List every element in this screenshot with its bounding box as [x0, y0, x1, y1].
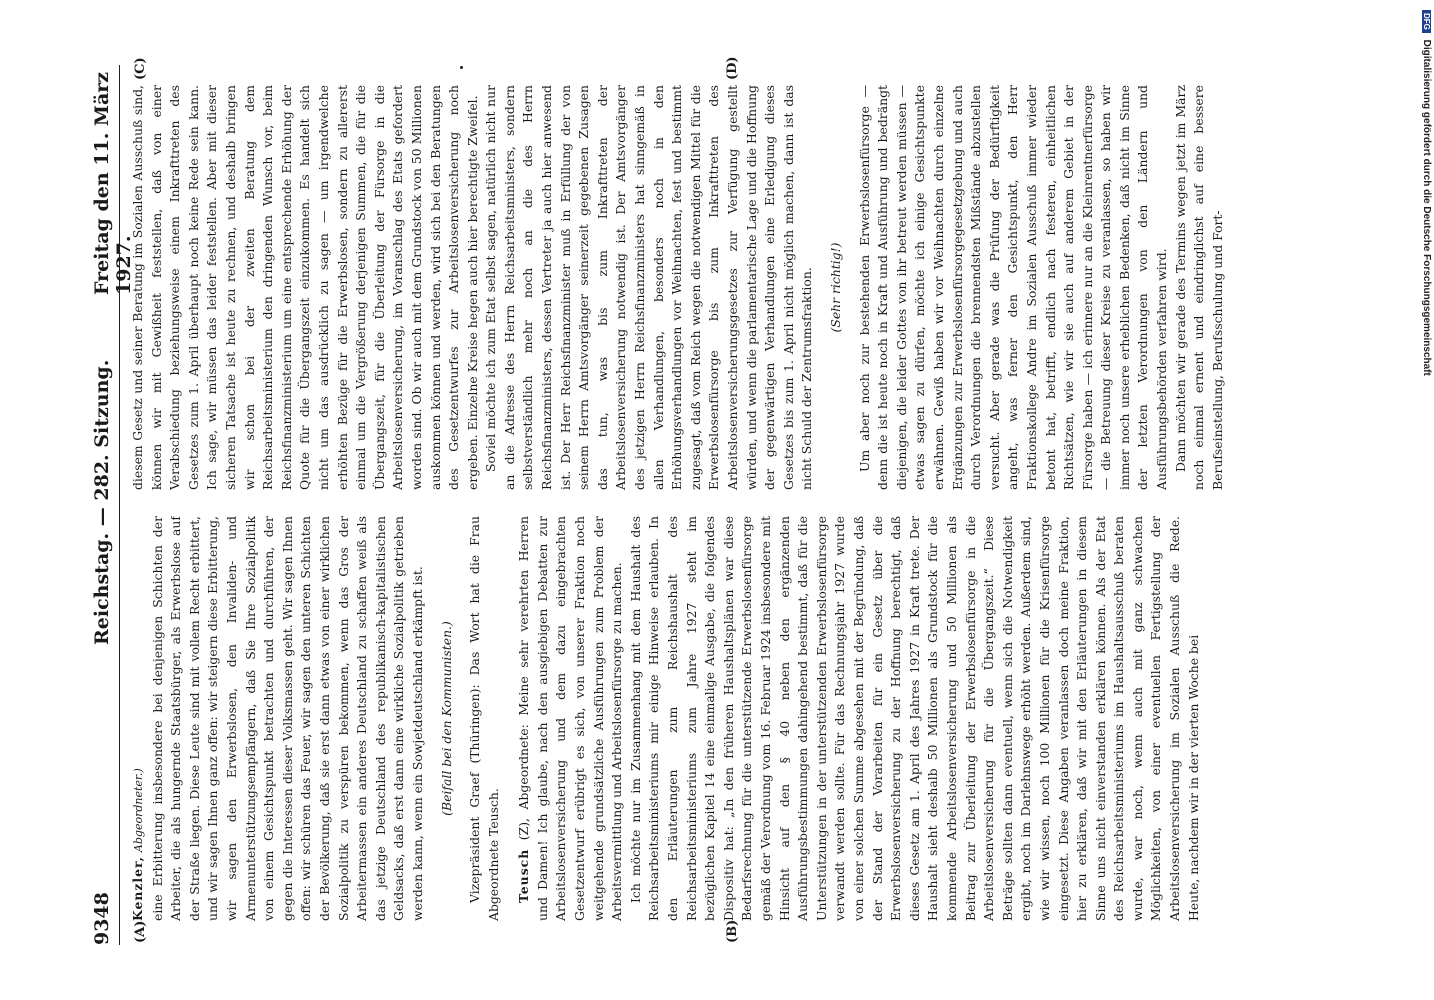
speaker-role: Abgeordneter.) — [132, 768, 145, 853]
right-column — [129, 85, 1359, 490]
margin-marker-d: (D) — [725, 56, 740, 80]
speaker-heading — [129, 516, 149, 921]
paragraph: eine Erbitterung insbesondere bei denjenigen Schichten der Arbeiter, die als hungernde Staatsbürger, als Erwerbslose auf der Straße liegen. Diese Leute sind mit vollem Recht erbittert, und wir sagen Ihnen ganz offen: wir steigern diese Erbitterung, wir sagen den Erwerbslosen, den Invaliden- und Armenunterstützungsempfängern, daß Sie Ihre Sozialpolitik von einem Gesichtspunkt betrachten und durchführen, der gegen die Interessen dieser Volksmassen geht. Wir sagen Ihnen offen: wir schüren das Feuer, wir sagen den unteren Schichten der Bevölkerung, daß sie erst dann etwas von einer wirklichen Sozialpolitik zu verspüren bekommen, wenn das Gros der Arbeitermassen ein anderes Deutschland zu schaffen weiß als das jetzige Deutschland des republikanisch-kapitalistischen Geldsacks, daß erst dann eine wirkliche Sozialpolitik getrieben werden kann, wenn ein Sowjetdeutschland erkämpft ist. — [149, 516, 425, 921]
margin-marker-a: (A) — [133, 920, 148, 943]
speech-text: (Z), Abgeordnete: Meine sehr verehrten Herren und Damen! Ich glaube, nach den ausgiebigen Debatten zur Arbeitslosenversicherung und dem dazu eingebrachten Gesetzentwurf erübrigt es sich, von unserer Fraktion noch weitgehende grundsätzliche Ausführungen zum Problem der Arbeitsvermittlung und Arbeitslosenfürsorge zu machen. — [516, 516, 625, 921]
speech-start — [515, 516, 627, 921]
credit-text: Digitalisierung gefördert durch die Deutsche Forschungsgemeinschaft — [1421, 39, 1432, 376]
paragraph: Um aber noch zur bestehenden Erwerbslosenfürsorge — denn die ist heute noch in Kraft und Ausführung und bedrängt diejenigen, die leider Gottes von ihr betreut werden müssen — etwas sagen zu dürfen, möchte ich einige Gesichtspunkte erwähnen. Gewiß haben wir vor Weihnachten durch einzelne Ergänzungen zur Erwerbslosenfürsorgegesetzgebung und auch durch Verordnungen die brennendsten Mißstände abzustellen versucht. Aber gerade was die Prüfung der Bedürftigkeit angeht, was ferner den Gesichtspunkt, den Herr Fraktionskollege Andre im Sozialen Ausschuß immer wieder betont hat, betrifft, endlich nach festeren, einheitlichen Richtsätzen, wie wir sie auch auf anderem Gebiet in der Fürsorge haben — ich erinnere nur an die Kleinrentnerfürsorge — die Betreuung dieser Kreise zu veranlassen, so haben wir immer noch unsere erheblichen Bedenken, daß nicht im Sinne der letzten Verordnungen von den Ländern und Ausführungsbehörden verfahren wird. — [856, 85, 1170, 490]
paragraph: Dann möchten wir gerade des Termins wegen jetzt im März noch einmal ernent und eindringlichst auf eine bessere Berufseinstellung, Berufsschulung und Fort- — [1172, 85, 1225, 490]
left-column — [129, 516, 1359, 921]
rotated-newspaper-page — [85, 56, 1375, 945]
speaker-name: Kenzler, — [130, 856, 145, 921]
dfg-logo: DFG — [1422, 10, 1431, 33]
paragraph: Soviel möchte ich zum Etat selbst sagen, natürlich nicht nur an die Adresse des Herrn Reichsarbeitsministers, sondern selbstverständlich mehr noch an die des Herrn Reichsfinanzministers, dessen Vertreter ja auch hier anwesend ist. Der Herr Reichsfinanzminister muß in Erfüllung der von seinem Herrn Amtsvorgänger seinerzeit gegebenen Zusagen das tun, was bis zum Inkrafttreten der Arbeitslosenversicherung notwendig ist. Der Amtsvorgänger des jetzigen Herrn Reichsfinanzministers hat sinngemäß in allen Verhandlungen, besonders noch in den Erhöhungsverhandlungen vor Weihnachten, fest und bestimmt zugesagt, daß vom Reich wegen die notwendigen Mittel für die Erwerbslosenfürsorge bis zum Inkrafttreten des Arbeitslosenversicherungsgesetzes zur Verfügung gestellt würden, und wenn die parlamentarische Lage und die Hoffnung der gegenwärtigen Verhandlungen eine Erledigung dieses Gesetzes bis zum 1. April nicht möglich machen, dann ist das nicht Schuld der Zentrumsfraktion. — [483, 85, 815, 490]
speck — [460, 66, 463, 69]
applause-note: (Beifall bei den Kommunisten.) — [438, 621, 454, 816]
page-header — [85, 65, 135, 945]
session-title: Reichstag. — 282. Sitzung. — [91, 359, 113, 645]
paragraph: Ich möchte nur im Zusammenhang mit dem Haushalt des Reichsarbeitsministeriums mir einige Hinweise erlauben. In den Erläuterungen zum Reichshaushalt des Reichsarbeitsministeriums zum Jahre 1927 steht im bezüglichen Kapitel 14 eine einmalige Ausgabe, die folgendes Dispositiv hat: „In den früheren Haushaltsplänen war diese Bedarfsrechnung für die unterstützende Erwerbslosenfürsorge gemäß der Verordnung vom 16. Februar 1924 insbesondere mit Hinsicht auf den § 40 neben den ergänzenden Ausführungsbestimmungen dahingehend bestimmt, daß für die Unterstützungen in der unterstützenden Erwerbslosenfürsorge verwandt werden sollte. Für das Rechnungsjahr 1927 wurde von einer solchen Summe abgesehen mit der Begründung, daß der Stand der Vorarbeiten für ein Gesetz über die Erwerbslosenversicherung zu der Hoffnung berechtigt, daß dieses Gesetz am 1. April des Jahres 1927 in Kraft trete. Der Haushalt sieht deshalb 50 Millionen als Grundstock für die kommende Arbeitslosenversicherung und 50 Millionen als Beitrag zur Überleitung der Erwerbslosenfürsorge in die Arbeitslosenversicherung für die Übergangszeit.“ Diese Beträge sollten dann eventuell, wenn sich die Notwendigkeit ergibt, noch im Darlehnswege erhöht werden. Außerdem sind, wie wir wissen, noch 100 Millionen für die Krisenfürsorge eingesetzt. Diese Angaben veranlassen doch meine Fraktion, hier zu erklären, daß wir mit den Erläuterungen in diesem Sinne uns nicht einverstanden erklären können. Als der Etat des Reichsarbeitsministeriums im Haushaltsausschuß beraten wurde, war noch, wenn auch mit ganz schwachen Möglichkeiten, von einer eventuellen Fertigstellung der Arbeitslosenversicherung im Sozialen Ausschuß die Rede. Heute, nachdem wir in der vierten Woche bei — [627, 516, 1201, 921]
digitization-credit — [1418, 10, 1432, 990]
paragraph: diesem Gesetz und seiner Beratung im Sozialen Ausschuß sind, können wir mit Gewißheit feststellen, daß von einer Verabschiedung beziehungsweise einem Inkrafttreten des Gesetzes zum 1. April überhaupt noch keine Rede sein kann. Ich sage, wir müssen das leider feststellen. Aber mit dieser sicheren Tatsache ist heute zu rechnen, und deshalb bringen wir schon bei der zweiten Beratung dem Reichsarbeitsministerium den dringenden Wunsch vor, beim Reichsfinanzministerium um eine entsprechende Erhöhung der Quote für die Übergangszeit einzukommen. Es handelt sich nicht um das ausdrücklich zu sagen — um irgendwelche erhöhten Bezüge für die Erwerbslosen, sondern zu allererst einmal um die Vergrößerung derjenigen Summen, die für die Übergangszeit, für die Überleitung der Fürsorge in die Arbeitslosenversicherung, im Voranschlag des Etats gefordert worden sind. Ob wir auch mit dem Grundstock von 50 Millionen auskommen können und werden, wird sich bei den Beratungen des Gesetzentwurfes zur Arbeitslosenversicherung noch ergeben. Einzelne Kreise hegen auch hier berechtigte Zweifel. — [130, 85, 480, 490]
margin-marker-b: (B) — [725, 919, 740, 943]
session-date: Freitag den 11. März 1927. — [91, 71, 135, 295]
paragraph: Vizepräsident Graef (Thüringen): Das Wort hat die Frau Abgeordnete Teusch. — [467, 516, 501, 921]
speaker-name: Teusch — [516, 848, 532, 903]
interjection-note: (Sehr richtig!) — [827, 242, 843, 333]
margin-marker-c: (C) — [133, 57, 148, 80]
page-number: 9348 — [91, 892, 113, 945]
